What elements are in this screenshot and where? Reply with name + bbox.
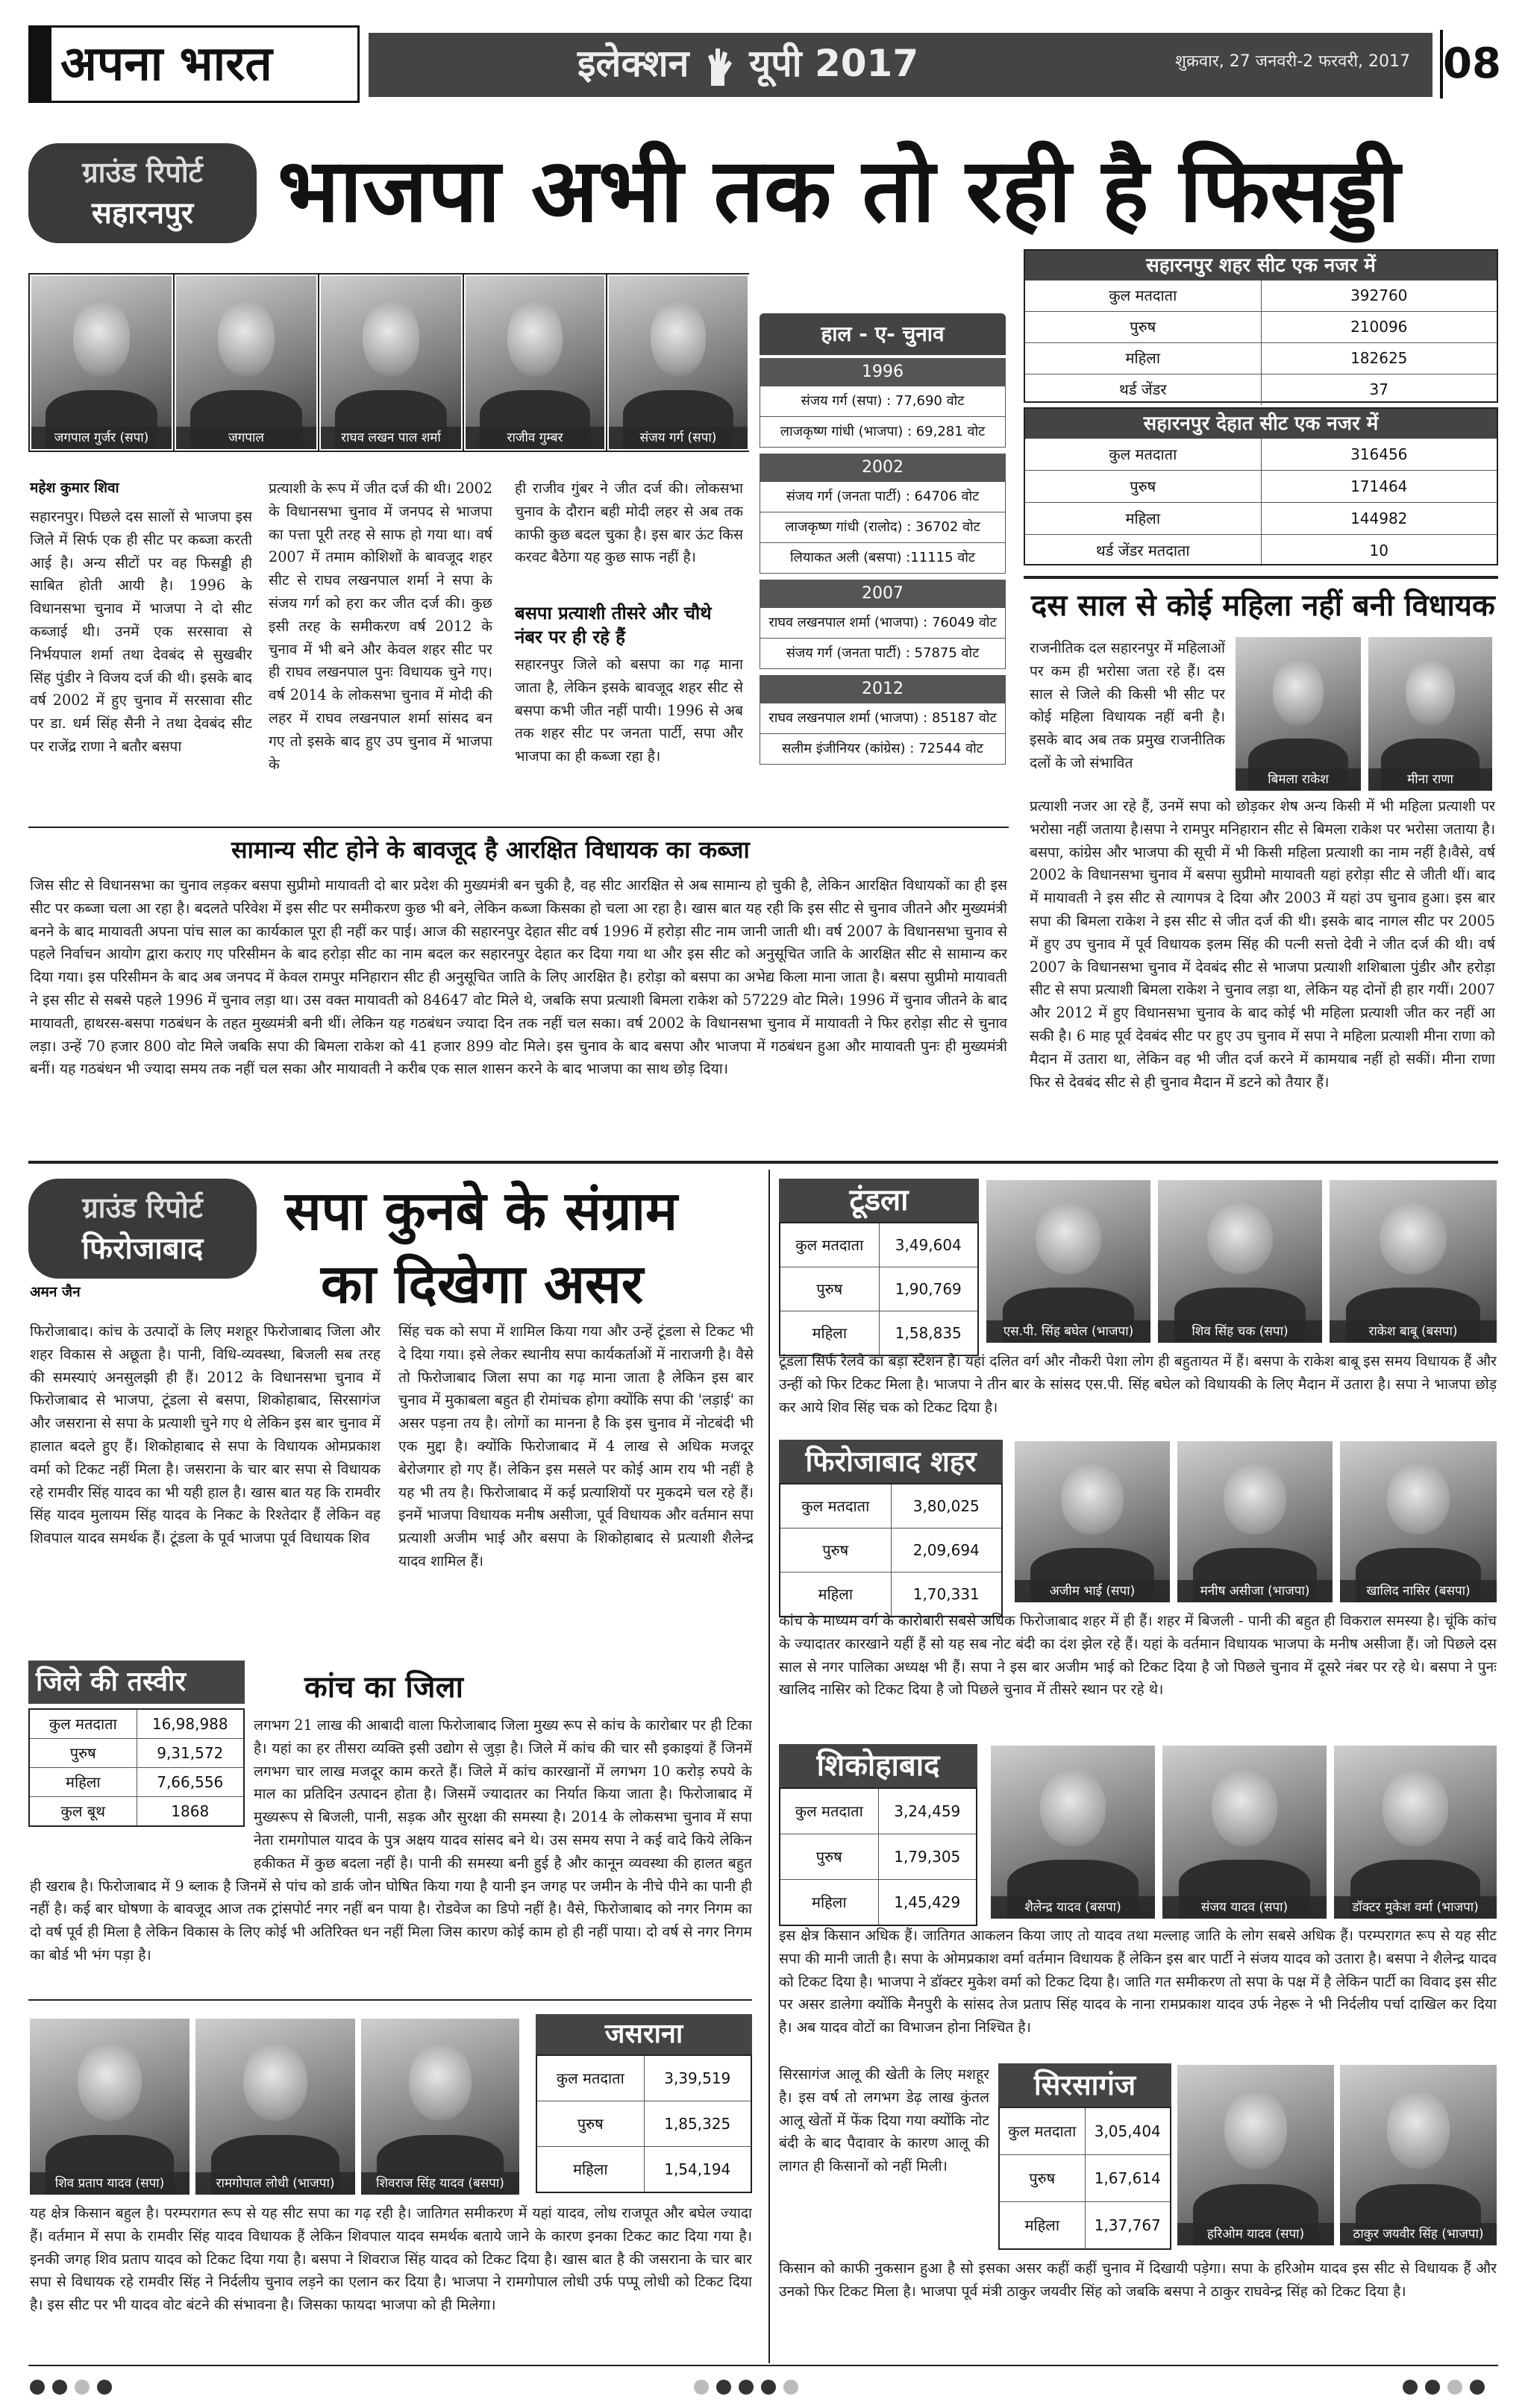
candidate-photo: शैलेन्द्र यादव (बसपा) (989, 1744, 1156, 1920)
article-column-3b: सहारनपुर जिले को बसपा का गढ़ माना जाता है, लेकिन इसके बावजूद शहर सीट से बसपा कभी जीत नहीं पायी। 1996 से अब तक शहर सीट पर जनता पार्टी, सपा और भाजपा का ही कब्जा रहा है। (515, 656, 743, 765)
candidate-photo: जगपाल (175, 275, 318, 451)
stat-label: कुल मतदाता (780, 1789, 879, 1834)
section-title (577, 37, 918, 90)
stat-label: कुल मतदाता (30, 1710, 137, 1738)
stat-value: 3,39,519 (664, 2069, 731, 2087)
badge-line-2: सहारनपुर (91, 196, 194, 231)
results-row: सलीम इंजीनियर (कांग्रेस) : 72544 वोट (760, 734, 1006, 765)
sirsaganj-photos (1176, 2063, 1498, 2247)
women-headline: दस साल से कोई महिला नहीं बनी विधायक (1031, 589, 1495, 623)
stat-row (1025, 470, 1497, 502)
results-year: 1996 (760, 358, 1006, 386)
footer-dots-left (30, 2380, 112, 2395)
section-label: इलेक्शन (577, 42, 689, 85)
stat-row (537, 2146, 751, 2192)
stat-value: 1,58,835 (895, 1324, 962, 1342)
stat-label: पुरुष (780, 1528, 892, 1572)
section-suffix: यूपी 2017 (749, 42, 919, 85)
shikohabad-stats (779, 1744, 977, 1916)
candidate-photo: खालिद नासिर (बसपा) (1338, 1440, 1498, 1604)
stat-label: पुरुष (1025, 312, 1262, 342)
brand-logo (28, 25, 360, 103)
glass-text-top (30, 1714, 752, 1983)
results-row: संजय गर्ग (जनता पार्टी) : 64706 वोट (760, 482, 1006, 512)
stat-label: महिला (780, 1573, 892, 1616)
brand-name: अपना भारत (60, 37, 272, 92)
stat-row (780, 1267, 977, 1311)
divider (28, 1999, 752, 2001)
shikohabad-title: शिकोहाबाद (779, 1744, 977, 1787)
headline-firozabad-line1: सपा कुनबे के संग्राम (285, 1179, 678, 1242)
stat-row (780, 1223, 977, 1267)
stat-value: 37 (1369, 380, 1388, 398)
rural-stats-title: सहारनपुर देहात सीट एक नजर में (1025, 409, 1497, 439)
saharanpur-city-stats (1024, 249, 1498, 403)
main-headline-saharanpur: भाजपा अभी तक तो रही है फिसड्डी (278, 139, 1400, 242)
issue-date: शुक्रवार, 27 जनवरी-2 फरवरी, 2017 (1174, 52, 1410, 71)
candidate-photo: शिव प्रताप यादव (सपा) (28, 2017, 191, 2196)
stat-row (780, 1789, 976, 1834)
firozabad-city-photos (1013, 1440, 1498, 1604)
firozabad-city-stats (779, 1440, 1003, 1604)
stat-row (1025, 534, 1497, 566)
city-stats-title: सहारनपुर शहर सीट एक नजर में (1025, 251, 1497, 280)
stat-row (1000, 2154, 1170, 2201)
stat-value: 1,54,194 (664, 2160, 731, 2178)
column-divider (768, 1170, 770, 2363)
tundla-title: टूंडला (779, 1179, 979, 1222)
tundla-rows (779, 1222, 979, 1356)
reserved-headline: सामान्य सीट होने के बावजूद है आरक्षित विधायक का कब्जा (231, 835, 750, 864)
stat-label: महिला (537, 2147, 645, 2192)
candidate-photo: राकेश बाबू (बसपा) (1328, 1179, 1498, 1344)
stat-row (1025, 502, 1497, 534)
ground-report-badge-firozabad (28, 1179, 257, 1279)
glass-headline: कांच का जिला (304, 1670, 463, 1705)
badge-line-1: ग्राउंड रिपोर्ट (82, 156, 203, 189)
jasrana-photos (28, 2017, 521, 2196)
candidate-photo: राजीव गुम्बर (464, 275, 606, 451)
candidate-photo: जगपाल गुर्जर (सपा) (30, 275, 173, 451)
footer-dots-center (694, 2380, 798, 2395)
women-box (1024, 576, 1498, 1158)
jasrana-text: यह क्षेत्र किसान बहुल है। परम्परागत रूप से यह सीट सपा का गढ़ रही है। जातिगत समीकरण में यहां यादव, लोध राजपूत और बघेल ज्यादा हैं। वर्तमान में सपा के रामवीर सिंह यादव विधायक हैं लेकिन शिवपाल यादव समर्थक बताये जाने के कारण इनका टिकट काट दिया गया है। इनकी जगह शिव प्रताप यादव को टिकट दिया गया है। बसपा ने शिवराज सिंह यादव को टिकट दिया है। खास बात है की जसराना के चार बार सपा से विधायक रहे रामवीर सिंह ने निर्दलीय चुनाव लड़ने का एलान कर दिया है। भाजपा ने रामगोपाल लोधी उर्फ पप्पू लोधी को टिकट दिया है। इस सीट पर भी यादव वोट बंटने की संभावना है। जिसका फायदा भाजपा को ही मिलेगा। (30, 2204, 752, 2314)
stat-label: कुल मतदाता (780, 1484, 892, 1528)
results-year: 2012 (760, 675, 1006, 703)
stat-row (537, 2056, 751, 2101)
stat-row (780, 1484, 1001, 1528)
badge-line-2: फिरोजाबाद (81, 1232, 204, 1266)
divider (28, 1161, 1498, 1164)
stat-value: 144982 (1350, 509, 1408, 527)
masthead (28, 25, 1501, 103)
candidate-photo: एस.पी. सिंह बघेल (भाजपा) (985, 1179, 1152, 1344)
candidate-photo: मनीष असीजा (भाजपा) (1176, 1440, 1334, 1604)
stat-row (1000, 2108, 1170, 2154)
women-photo-bimla: बिमला राकेश (1234, 636, 1362, 792)
stat-label: कुल बूथ (30, 1797, 137, 1825)
stat-label: महिला (780, 1311, 880, 1355)
results-row: संजय गर्ग (सपा) : 77,690 वोट (760, 386, 1006, 417)
byline-saharanpur: महेश कुमार शिवा (30, 480, 119, 496)
district-title: जिले की तस्वीर (28, 1661, 245, 1704)
stat-label: महिला (1000, 2202, 1086, 2248)
stat-value: 7,66,556 (157, 1773, 224, 1791)
election-results-box (760, 313, 1006, 806)
stat-label: थर्ड जेंडर मतदाता (1025, 535, 1262, 566)
stat-row (1000, 2201, 1170, 2248)
sirsaganj-rows (998, 2107, 1171, 2250)
stat-label: महिला (1025, 343, 1262, 374)
candidate-photo: अजीम भाई (सपा) (1013, 1440, 1171, 1604)
reserved-text: जिस सीट से विधानसभा का चुनाव लड़कर बसपा सुप्रीमो मायावती दो बार प्रदेश की मुख्यमंत्री बन चुकी है, वह सीट आरक्षित से अब सामान्य हो चुकी है, लेकिन आरक्षित विधायकों का ही इस सीट पर कब्जा चला आ रहा है। बदलते परिवेश में इस सीट पर समीकरण कुछ भी बने, लेकिन कब्जा किसका हो चला आ रहा है। खास बात यह रही कि इस सीट से चुनाव जीतने और मुख्यमंत्री बनने के बाद मायावती अपना पांच साल का कार्यकाल पूरा ही नहीं कर पाई। आज की सहारनपुर देहात सीट वर्ष 1996 में हरोड़ा सीट नाम जानी जाती थी। वर्ष 2007 के विधानसभा चुनाव से पहले निर्वाचन आयोग द्वारा कराए गए परिसीमन के बाद हरोड़ा सीट का नाम बदल कर सहारनपुर देहात कर दिया गया था और इस सीट को अनुसूचित जाति के आरक्षित सीट से सामान्य कर दिया गया। इस परिसीमन के बाद अब जनपद में केवल रामपुर मनिहारान सीट ही अनुसूचित जाति के लिए आरक्षित है। हरोड़ा को बसपा का अभेद्य किला माना जाता है। बसपा सुप्रीमो मायावती ने इस सीट से सबसे पहले 1996 में चुनाव लड़ा था। उस वक्त मायावती को 84647 वोट मिले थे, जबकि सपा प्रत्याशी बिमला राकेश को 57229 वोट मिले। 1996 में चुनाव जीतने के बाद मायावती, हाथरस-बसपा गठबंधन के तहत मुख्यमंत्री बनी थीं। लेकिन यह गठबंधन ज्यादा दिन तक नहीं चल सका। वर्ष 2002 के विधानसभा चुनाव में मायावती ने फिर हरोड़ा सीट से चुनाव लड़ा। उन्हें 70 हजार 800 वोट मिले जबकि सपा की बिमला राकेश को 41 हजार 899 वोट मिले। इस चुनाव के बाद बसपा और भाजपा में गठबंधन हुआ और मायावती पुनः ही मुख्यमंत्री बनीं। यह गठबंधन भी ज्यादा समय तक नहीं चल सका और मायावती ने करीब एक साल शासन करने के बाद भाजपा का साथ छोड़ दिया। (30, 877, 1007, 1078)
candidate-photo: राघव लखन पाल शर्मा (319, 275, 463, 451)
stat-row (780, 1879, 976, 1925)
column-subhead: बसपा प्रत्याशी तीसरे और चौथे नंबर पर ही रहे हैं (515, 603, 712, 648)
rural-stats-rows (1025, 439, 1497, 566)
stat-value: 1,67,614 (1094, 2169, 1161, 2187)
stat-row (1025, 342, 1497, 374)
results-row: राघव लखनपाल शर्मा (भाजपा) : 85187 वोट (760, 703, 1006, 734)
stat-value: 3,80,025 (912, 1497, 980, 1515)
stat-value: 16,98,988 (151, 1715, 228, 1733)
candidate-photo: रामगोपाल लोधी (भाजपा) (194, 2017, 357, 2196)
stat-value: 3,24,459 (894, 1802, 961, 1820)
headline-firozabad-line2: का दिखेगा असर (321, 1252, 644, 1315)
stat-value: 316456 (1350, 445, 1408, 463)
results-row: लियाकत अली (बसपा) :11115 वोट (760, 543, 1006, 574)
stat-label: कुल मतदाता (1025, 280, 1262, 311)
women-photo-meena: मीना राणा (1367, 636, 1494, 792)
tundla-photos (985, 1179, 1498, 1344)
shikohabad-photos (989, 1744, 1498, 1920)
stat-label: महिला (780, 1880, 879, 1925)
sirsaganj-text-2: किसान को काफी नुकसान हुआ है सो इसका असर कहीं कहीं चुनाव में दिखायी पड़ेगा। सपा के हरिओम यादव इस सीट से विधायक हैं और उनको फिर टिकट मिला है। भाजपा पूर्व मंत्री ठाकुर जयवीर सिंह को जबकि बसपा ने ठाकुर राघवेन्द्र सिंह को टिकट दिया है। (779, 2260, 1497, 2300)
firozabad-column-1: फिरोजाबाद। कांच के उत्पादों के लिए मशहूर फिरोजाबाद जिला और शहर विकास से अछूता है। पानी, विधि-व्यवस्था, बिजली सब तरह की समस्याएं अनसुलझी ही हैं। 2012 के विधानसभा चुनाव में फिरोजाबाद से भाजपा, टूंडला से बसपा, शिकोहाबाद, सिरसागंज और जसराना से सपा के प्रत्याशी चुने गए थे लेकिन इस बार चुनाव में हालात बदले हुए हैं। शिकोहाबाद से सपा के विधायक ओमप्रकाश वर्मा को टिकट नहीं मिला है। जसराना के चार बार सपा से विधायक रहे रामवीर सिंह यादव का भी यही हाल है। खास बात यह कि रामवीर सिंह यादव मुलायम सिंह यादव के निकट के रिश्तेदार हैं लेकिन वह शिवपाल यादव समर्थक हैं। टूंडला के पूर्व भाजपा पूर्व विधायक शिव (30, 1323, 381, 1547)
stat-label: महिला (1025, 503, 1262, 534)
stat-label: पुरुष (1025, 471, 1262, 502)
results-row: लाजकृष्ण गांधी (रालोद) : 36702 वोट (760, 512, 1006, 543)
firozabad-city-rows (779, 1483, 1003, 1617)
stat-label: थर्ड जेंडर (1025, 374, 1262, 405)
stat-label: पुरुष (30, 1739, 137, 1767)
candidate-photo: ठाकुर जयवीर सिंह (भाजपा) (1338, 2063, 1498, 2247)
ground-report-badge-saharanpur (28, 143, 257, 243)
stat-label: कुल मतदाता (537, 2056, 645, 2101)
stat-value: 1,79,305 (894, 1848, 961, 1866)
stat-label: कुल मतदाता (1025, 439, 1262, 470)
stat-label: कुल मतदाता (1000, 2108, 1086, 2154)
results-row: संजय गर्ग (जनता पार्टी) : 57875 वोट (760, 639, 1006, 669)
shikohabad-text: इस क्षेत्र किसान अधिक हैं। जातिगत आकलन किया जाए तो यादव तथा मल्लाह जाति के लोग सबसे अधिक हैं। परम्परागत रूप से यह सीट सपा की मानी जाती है। सपा के ओमप्रकाश वर्मा वर्तमान विधायक हैं लेकिन इस बार पार्टी ने संजय यादव को उतारा है। बसपा ने शैलेन्द्र यादव को टिकट दिया है। भाजपा ने डॉक्टर मुकेश वर्मा को टिकट दिया है। जाति गत समीकरण तो सपा के पक्ष में है लेकिन पार्टी का विवाद इस सीट पर असर डालेगा क्योंकि मैनपुरी के सांसद तेज प्रताप सिंह यादव के नाना रामप्रकाश यादव उर्फ नेहरू ने भी निर्दलीय पर्चा दाखिल कर दिया है। अब यादव वोटों का विभाजन होना निश्चित है। (779, 1927, 1497, 2037)
results-row: राघव लखनपाल शर्मा (भाजपा) : 76049 वोट (760, 608, 1006, 639)
stat-value: 1,70,331 (912, 1585, 980, 1603)
stat-label: पुरुष (780, 1267, 880, 1311)
stat-value: 182625 (1350, 349, 1408, 367)
shikohabad-rows (779, 1787, 977, 1926)
jasrana-title: जसराना (536, 2014, 752, 2054)
article-column-3a: ही राजीव गुंबर ने जीत दर्ज की। लोकसभा चुनाव के दौरान बही मोदी लहर से अब तक काफी कुछ बदल चुका है। इस बार ऊंट किस करवट बैठेगा यह कुछ साफ नहीं है। (515, 480, 743, 566)
footer-dots-right (1403, 2380, 1485, 2395)
stat-value: 171464 (1350, 477, 1408, 495)
hand-vote-icon (702, 46, 736, 87)
results-row: लाजकृष्ण गांधी (भाजपा) : 69,281 वोट (760, 417, 1006, 448)
stat-value: 9,31,572 (157, 1744, 224, 1762)
stat-row (780, 1528, 1001, 1572)
women-text-2: प्रत्याशी नजर आ रहे हैं, उनमें सपा को छोड़कर शेष अन्य किसी में भी महिला प्रत्याशी पर भरोसा नहीं जताया है।सपा ने रामपुर मनिहारान सीट से बिमला राकेश पर भरोसा जताया है। बसपा, कांग्रेस और भाजपा की सूची में भी किसी महिला प्रत्याशी का नाम नहीं है।वैसे, वर्ष 2002 के विधानसभा चुनाव में बसपा सुप्रीमो मायावती यहां हरोड़ा सीट से जीती थीं। बाद में मायावती ने इस सीट से त्यागपत्र दे दिया और 2003 में यहां उप चुनाव हुआ। इस बार सपा की बिमला राकेश ने इस सीट से जीत दर्ज की थी। इसके बाद नागल सीट पर 2005 में हुए उप चुनाव में पूर्व विधायक इलम सिंह की पत्नी सत्तो देवी ने जीत दर्ज की थी। वर्ष 2007 के विधानसभा चुनाव में देवबंद सीट से भाजपा प्रत्याशी शशिबाला पुंडीर और हरोड़ा सीट से सपा प्रत्याशी बिमला राकेश ने चुनाव लड़ा था, लेकिन यह दोनों ही हार गयीं। 2007 और 2012 में हुए विधानसभा चुनाव के बाद कोई भी महिला प्रत्याशी जीत कर नहीं आ सकी है। 6 माह पूर्व देवबंद सीट पर हुए उप चुनाव में सपा ने महिला प्रत्याशी मीना राणा को मैदान में उतारा था, लेकिन वह भी जीत दर्ज करने में कामयाब नहीं हो सकीं। मीना राणा फिर से देवबंद सीट से ही चुनाव मैदान में डटने को तैयार हैं। (1030, 797, 1495, 1091)
stat-value: 210096 (1350, 318, 1408, 336)
firozabad-column-2: सिंह चक को सपा में शामिल किया गया और उन्हें टूंडला से टिकट भी दे दिया गया। इसे लेकर स्थानीय सपा कार्यकर्ताओं में नाराजगी है। वैसे तो फिरोजाबाद जिला सपा का गढ़ माना जाता है लेकिन इस बार चुनाव में मुकाबला बहुत ही रोमांचक होगा क्योंकि सपा की 'लड़ाई' का असर पड़ना तय है। लोगों का मानना है कि इस चुनाव में नोटबंदी भी एक मुद्दा है। क्योंकि फिरोजाबाद में 4 लाख से अधिक मजदूर बेरोजगार हो गए हैं। लेकिन इस मसले पर कोई आम राय भी नहीं है यह भी तय है। फिरोजाबाद में कई प्रत्याशियों पर मुकदमे चल रहे हैं। इनमें भाजपा विधायक मनीष असीजा, पूर्व विधायक और वर्तमान सपा प्रत्याशी अजीम भाई और बसपा के शिकोहाबाद से प्रत्याशी शैलेन्द्र यादव शामिल हैं। (398, 1323, 754, 1570)
stat-label: महिला (30, 1768, 137, 1796)
saharanpur-rural-stats (1024, 407, 1498, 565)
saharanpur-candidate-photos (28, 273, 749, 452)
results-title: हाल - ए- चुनाव (760, 313, 1006, 355)
candidate-photo: शिव सिंह चक (सपा) (1156, 1179, 1324, 1344)
stat-value: 3,05,404 (1094, 2122, 1161, 2140)
stat-row (537, 2101, 751, 2146)
glass-text: लगभग 21 लाख की आबादी वाला फिरोजाबाद जिला मुख्य रूप से कांच के कारोबार पर ही टिका है। यहां का हर तीसरा व्यक्ति इसी उद्योग से जुड़ा है। जिले में कांच की चार सौ इकाइयां हैं जिनमें लगभग चार लाख मजदूर काम करते हैं। जिले में कांच कारखानों में लगभग 10 करोड़ रुपये के माल का प्रतिदिन उत्पादन होता है। जिसमें ज्यादातर का निर्यात किया जाता है। फिरोजाबाद में मुख्यरूप से बिजली, पानी, सड़क और सुरक्षा की समस्या है। 2014 के लोकसभा चुनाव में सपा नेता रामगोपाल यादव के पुत्र अक्षय यादव सांसद बने थे। उस समय सपा ने कई वादे किये लेकिन हकीकत में कुछ बदला नहीं है। पानी की समस्या बनी हुई है और कानून व्यवस्था की हालत बहुत ही खराब है। फिरोजाबाद में 9 ब्लाक है जिनमें से पांच को डार्क जोन घोषित किया गया है यानी इन जगह पर जमीन के नीचे पीने का पानी ही नहीं है। कई बार घोषणा के बावजूद आज तक ट्रांसपोर्ट नगर नहीं बन पाया है। रोडवेज का डिपो नहीं है। वैसे, फिरोजाबाद को नगर निगम का दो वर्ष पूर्व ही मिला है लेकिन विकास के लिए कोई भी अतिरिक्त धन नहीं मिला जिस कारण कोई काम हो ही नहीं पाया। दो वर्ष से नगर निगम का बोर्ड भी भंग पड़ा है। (30, 1716, 752, 1963)
stat-value: 1868 (171, 1802, 210, 1820)
candidate-photo: डॉक्टर मुकेश वर्मा (भाजपा) (1333, 1744, 1498, 1920)
stat-row (1025, 311, 1497, 342)
candidate-photo: हरिओम यादव (सपा) (1176, 2063, 1336, 2247)
tundla-stats (779, 1179, 979, 1344)
stat-label: पुरुष (537, 2101, 645, 2146)
stat-value: 1,37,767 (1094, 2216, 1161, 2234)
stat-row (780, 1311, 977, 1355)
women-text-1: राजनीतिक दल सहारनपुर में महिलाओं पर कम ही भरोसा जता रहे हैं। दस साल से जिले की किसी भी सीट पर कोई महिला विधायक नहीं बनी है। इसके बाद अब तक प्रमुख राजनीतिक दलों के जो संभावित (1030, 639, 1225, 771)
divider (28, 827, 1009, 828)
stat-value: 1,85,325 (664, 2115, 731, 2133)
stat-value: 2,09,694 (912, 1541, 980, 1559)
stat-label: कुल मतदाता (780, 1223, 880, 1267)
article-column-1: सहारनपुर। पिछले दस सालों से भाजपा इस जिले में सिर्फ एक ही सीट पर कब्जा करती आई है। अन्य सीटों पर वह फिसड्डी ही साबित होती आयी है। 1996 के विधानसभा चुनाव में भाजपा ने दो सीट कब्जाई थी। उनमें एक सरसावा से निर्भयपाल शर्मा तथा देवबंद से सुखबीर सिंह पुंडीर ने विजय दर्ज की थी। इसके बाद वर्ष 2002 में हुए चुनाव में सरसावा सीट पर डा. धर्म सिंह सैनी ने तथा देवबंद सीट पर राजेंद्र राणा ने बतौर बसपा (30, 508, 252, 755)
candidate-photo: संजय यादव (सपा) (1161, 1744, 1328, 1920)
article-column-2: प्रत्याशी के रूप में जीत दर्ज की थी। 2002 के विधानसभा चुनाव में जनपद से भाजपा का पत्ता पूरी तरह से साफ हो गया था। वर्ष 2007 में तमाम कोशिशों के बावजूद शहर सीट से राघव लखनपाल शर्मा ने सपा के संजय गर्ग को हरा कर जीत दर्ज की। कुछ इसी तरह के समीकरण वर्ष 2012 के चुनाव में भी बने और केवल शहर सीट पर ही राघव लखनपाल पुनः विधायक चुने गए। वर्ष 2014 के लोकसभा चुनाव में मोदी की लहर में राघव लखनपाल शर्मा सांसद बन गए तो इसके बाद हुए उप चुनाव में भाजपा के (269, 480, 492, 773)
firozabad-city-title: फिरोजाबाद शहर (779, 1440, 1003, 1483)
sirsaganj-text-1: सिरसागंज आलू की खेती के लिए मशहूर है। इस वर्ष तो लगभग डेढ़ लाख कुंतल आलू खेतों में फेंक दिया गया क्योंकि नोट बंदी के बाद पैदावार के कारण आलू की लागत ही किसानों को नहीं मिली। (779, 2066, 989, 2175)
stat-label: पुरुष (780, 1834, 879, 1879)
stat-value: 3,49,604 (895, 1236, 962, 1254)
stat-row (1025, 439, 1497, 470)
results-list (760, 358, 1006, 765)
byline-firozabad: अमन जैन (30, 1284, 81, 1300)
stat-label: पुरुष (1000, 2155, 1086, 2201)
stat-value: 1,45,429 (894, 1893, 961, 1911)
candidate-photo: शिवराज सिंह यादव (बसपा) (360, 2017, 521, 2196)
jasrana-rows (536, 2054, 752, 2193)
results-year: 2002 (760, 454, 1006, 482)
results-year: 2007 (760, 580, 1006, 608)
badge-line-1: ग्राउंड रिपोर्ट (82, 1191, 203, 1224)
stat-row (1025, 374, 1497, 405)
page-number: 08 (1440, 30, 1498, 98)
sirsaganj-stats (998, 2063, 1171, 2242)
sirsaganj-title: सिरसागंज (998, 2063, 1171, 2107)
stat-value: 392760 (1350, 286, 1408, 304)
firozabad-city-text: कांच के माध्यम वर्ग के कारोबारी सबसे अधिक फिरोजाबाद शहर में ही हैं। शहर में बिजली - पानी की बहुत ही विकराल समस्या है। चूंकि कांच के ज्यादातर कारखाने यहीं हैं सो यह सब नोट बंदी का दंश झेल रहे हैं। यहां के वर्तमान विधायक भाजपा के मनीष असीजा हैं। जो पिछले दस साल से नगर पालिका अध्यक्ष भी हैं। सपा ने इस बार अजीम भाई को टिकट दिया है जो पिछले चुनाव में दूसरे नंबर पर रहे थे। बसपा ने पुनः खालिद नासिर को टिकट दिया है जो पिछले चुनाव में तीसरे स्थान पर रहे थे। (779, 1612, 1497, 1699)
candidate-photo: संजय गर्ग (सपा) (607, 275, 749, 451)
stat-value: 10 (1369, 542, 1388, 559)
stat-value: 1,90,769 (895, 1280, 962, 1298)
section-banner (369, 33, 1432, 97)
stat-row (1025, 280, 1497, 311)
city-stats-rows (1025, 280, 1497, 405)
tundla-text: टूंडला सिर्फ रेलवे का बड़ा स्टेशन है। यहां दलित वर्ग और नौकरी पेशा लोग ही बहुतायत में हैं। बसपा के राकेश बाबू इस समय विधायक हैं और उन्हीं को फिर टिकट मिला है। भाजपा ने तीन बार के सांसद एस.पी. सिंह बघेल को विधायकी के लिए मैदान में उतारा है। सपा ने भाजपा छोड़ कर आये शिव सिंह चक को टिकट दिया है। (779, 1352, 1497, 1416)
footer-divider (28, 2365, 1498, 2366)
jasrana-stats (536, 2014, 752, 2193)
stat-row (780, 1834, 976, 1879)
